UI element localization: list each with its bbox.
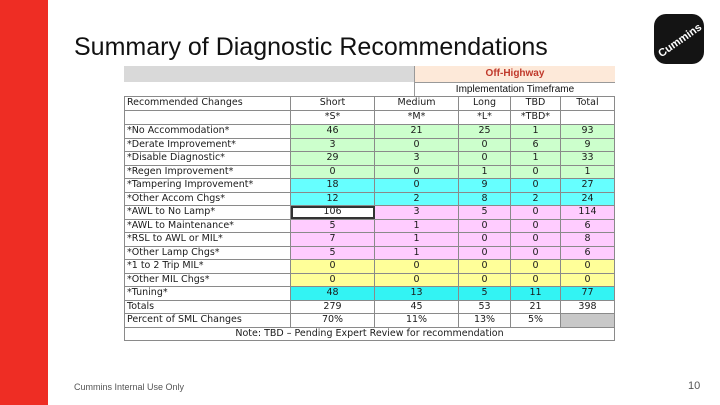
cell-total: 9 (561, 138, 615, 152)
cell-short: 12 (291, 192, 375, 206)
cell-long: 1 (459, 165, 511, 179)
header-label: Recommended Changes (125, 97, 291, 111)
cell-tbd: 2 (511, 192, 561, 206)
cell-total: 6 (561, 219, 615, 233)
row-label: *Tampering Improvement* (125, 179, 291, 193)
row-label: *No Accommodation* (125, 125, 291, 139)
cummins-logo-icon (650, 10, 708, 68)
cell-total: 0 (561, 260, 615, 274)
cell-total: 27 (561, 179, 615, 193)
row-label: *1 to 2 Trip MIL* (125, 260, 291, 274)
percent-tbd: 5% (511, 314, 561, 328)
table-row (125, 260, 615, 274)
cell-medium: 0 (375, 260, 459, 274)
header-code-row (125, 111, 615, 125)
cell-short: 48 (291, 287, 375, 301)
cell-medium: 1 (375, 246, 459, 260)
cell-long: 8 (459, 192, 511, 206)
cell-short: 5 (291, 246, 375, 260)
cell-long: 0 (459, 246, 511, 260)
cell-tbd: 0 (511, 260, 561, 274)
cell-tbd: 0 (511, 233, 561, 247)
cell-medium: 0 (375, 273, 459, 287)
cell-medium: 3 (375, 206, 459, 220)
header-total: Total (561, 97, 615, 111)
header-long: Long (459, 97, 511, 111)
cell-short: 29 (291, 152, 375, 166)
cell-medium: 1 (375, 233, 459, 247)
cell-short-selected[interactable]: 106 (291, 206, 375, 220)
cell-total: 24 (561, 192, 615, 206)
table-row (125, 152, 615, 166)
note-text: Note: TBD – Pending Expert Review for recommendation (125, 327, 615, 341)
totals-long: 53 (459, 300, 511, 314)
totals-row (125, 300, 615, 314)
cell-total: 33 (561, 152, 615, 166)
row-label: *RSL to AWL or MIL* (125, 233, 291, 247)
cell-long: 9 (459, 179, 511, 193)
row-label: *AWL to Maintenance* (125, 219, 291, 233)
row-label: *Other Accom Chgs* (125, 192, 291, 206)
cell-tbd: 0 (511, 273, 561, 287)
group-title: Off-Highway (414, 66, 615, 82)
table-row (125, 206, 615, 220)
cell-long: 5 (459, 206, 511, 220)
cell-total: 6 (561, 246, 615, 260)
cell-short: 0 (291, 165, 375, 179)
cell-short: 18 (291, 179, 375, 193)
slide-title: Summary of Diagnostic Recommendations (74, 33, 548, 61)
percent-total-blank (561, 314, 615, 328)
accent-bar (0, 0, 48, 405)
table-row (125, 273, 615, 287)
header-short: Short (291, 97, 375, 111)
cell-medium: 3 (375, 152, 459, 166)
header-medium: Medium (375, 97, 459, 111)
cell-long: 0 (459, 138, 511, 152)
cell-total: 1 (561, 165, 615, 179)
table-row (125, 233, 615, 247)
cell-short: 0 (291, 273, 375, 287)
header-short-code: *S* (291, 111, 375, 125)
cell-short: 46 (291, 125, 375, 139)
cell-medium: 13 (375, 287, 459, 301)
header-row (125, 97, 615, 111)
row-label: *Other Lamp Chgs* (125, 246, 291, 260)
table-row (125, 165, 615, 179)
cell-long: 0 (459, 219, 511, 233)
cell-long: 0 (459, 233, 511, 247)
cell-short: 0 (291, 260, 375, 274)
cell-tbd: 1 (511, 152, 561, 166)
cell-tbd: 1 (511, 125, 561, 139)
table-row (125, 246, 615, 260)
table-row (125, 287, 615, 301)
cell-long: 5 (459, 287, 511, 301)
header-total-code (561, 111, 615, 125)
cell-tbd: 0 (511, 219, 561, 233)
totals-label: Totals (125, 300, 291, 314)
table-row (125, 192, 615, 206)
note-row (125, 327, 615, 341)
percent-medium: 11% (375, 314, 459, 328)
cell-tbd: 0 (511, 206, 561, 220)
timeframe-subtitle: Implementation Timeframe (414, 82, 615, 97)
cell-tbd: 6 (511, 138, 561, 152)
table-row (125, 125, 615, 139)
header-long-code: *L* (459, 111, 511, 125)
logo-text: Cummins (656, 21, 705, 60)
header-medium-code: *M* (375, 111, 459, 125)
row-label: *Other MIL Chgs* (125, 273, 291, 287)
cell-total: 93 (561, 125, 615, 139)
table-row (125, 179, 615, 193)
cell-total: 8 (561, 233, 615, 247)
cell-medium: 21 (375, 125, 459, 139)
cell-long: 0 (459, 152, 511, 166)
totals-medium: 45 (375, 300, 459, 314)
cell-long: 25 (459, 125, 511, 139)
cell-long: 0 (459, 273, 511, 287)
spreadsheet-image (124, 66, 613, 372)
cell-short: 5 (291, 219, 375, 233)
cell-medium: 1 (375, 219, 459, 233)
cell-medium: 0 (375, 165, 459, 179)
row-label: *Tuning* (125, 287, 291, 301)
cell-total: 114 (561, 206, 615, 220)
totals-total: 398 (561, 300, 615, 314)
totals-tbd: 21 (511, 300, 561, 314)
header-tbd: TBD (511, 97, 561, 111)
recommendations-table (124, 96, 615, 341)
cell-medium: 2 (375, 192, 459, 206)
percent-row (125, 314, 615, 328)
header-tbd-code: *TBD* (511, 111, 561, 125)
cell-short: 7 (291, 233, 375, 247)
cell-total: 0 (561, 273, 615, 287)
cell-tbd: 0 (511, 165, 561, 179)
row-label: *Disable Diagnostic* (125, 152, 291, 166)
footer-text: Cummins Internal Use Only (74, 382, 185, 392)
table-row (125, 219, 615, 233)
cell-short: 3 (291, 138, 375, 152)
cell-total: 77 (561, 287, 615, 301)
totals-short: 279 (291, 300, 375, 314)
percent-short: 70% (291, 314, 375, 328)
percent-long: 13% (459, 314, 511, 328)
row-label: *Regen Improvement* (125, 165, 291, 179)
row-label: *Derate Improvement* (125, 138, 291, 152)
page-number: 10 (688, 380, 701, 392)
percent-label: Percent of SML Changes (125, 314, 291, 328)
cell-long: 0 (459, 260, 511, 274)
cell-medium: 0 (375, 179, 459, 193)
table-row (125, 138, 615, 152)
cell-tbd: 0 (511, 246, 561, 260)
cell-tbd: 11 (511, 287, 561, 301)
cell-tbd: 0 (511, 179, 561, 193)
header-code-blank (125, 111, 291, 125)
cell-medium: 0 (375, 138, 459, 152)
row-label: *AWL to No Lamp* (125, 206, 291, 220)
